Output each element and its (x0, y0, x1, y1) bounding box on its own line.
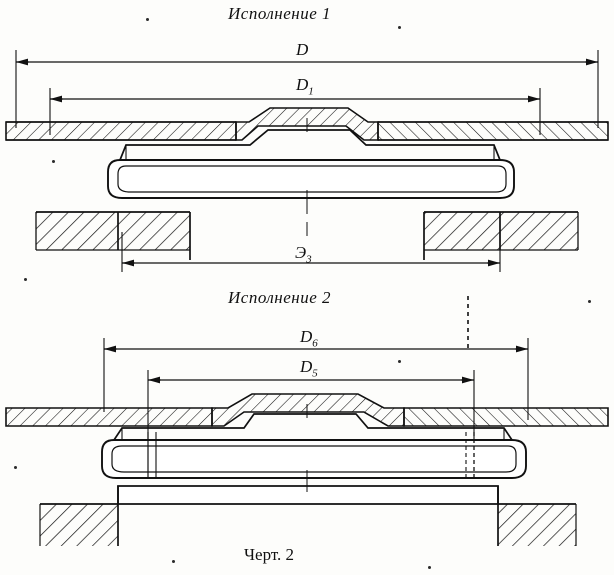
paper-speck (52, 160, 55, 163)
base-plate-variant2 (118, 486, 498, 504)
dimension-label-d3: $Э_3$ (295, 243, 312, 266)
dimension-label-d6: $D_6$ (300, 327, 318, 350)
variant-1-drawing (6, 50, 608, 272)
figure-caption: Черт. 2 (244, 545, 295, 564)
dimension-label-d: D (296, 40, 309, 59)
paper-speck (588, 300, 591, 303)
paper-speck (172, 560, 175, 563)
paper-speck (146, 18, 149, 21)
dimension-label-d1: $D_1$ (296, 75, 314, 98)
dimension-label-d5: $D_5$ (300, 357, 318, 380)
variant-2-drawing (6, 296, 608, 546)
paper-speck (24, 278, 27, 281)
paper-speck (428, 566, 431, 569)
paper-speck (398, 360, 401, 363)
paper-speck (14, 466, 17, 469)
paper-speck (398, 26, 401, 29)
variant-2-title: Исполнение 2 (228, 288, 332, 307)
variant-1-title: Исполнение 1 (228, 4, 332, 23)
